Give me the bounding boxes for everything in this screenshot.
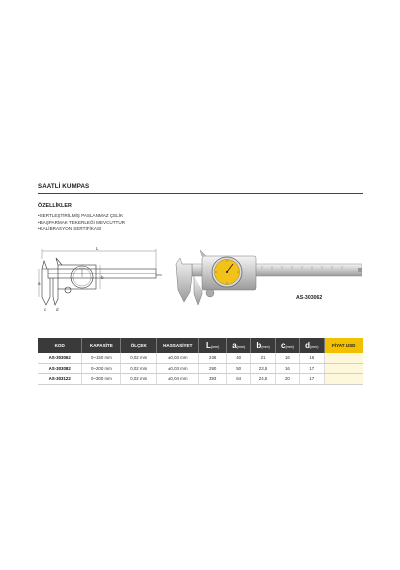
cell-hassasiyet: ±0,04 mm [157,374,199,385]
features-heading: ÖZELLİKLER [38,203,72,209]
caliper-product-image [172,250,362,310]
cell-kapasite: 0~150 mm [82,353,121,363]
title-divider [38,193,363,194]
product-model-label: AS-303062 [296,295,323,301]
drawing-thumb-wheel [65,287,71,293]
cell-a: 50 [227,363,251,374]
cell-b: 23,5 [251,363,275,374]
drawing-label-a: a [38,281,41,286]
drawing-upper-jaw-moving [56,258,62,265]
cell-olcek: 0,02 mm [121,363,157,374]
cell-d: 16 [300,353,324,363]
drawing-moving-jaw [53,278,58,305]
header-L: L(mm) [199,338,227,353]
cell-L: 290 [199,363,227,374]
cell-a: 40 [227,353,251,363]
cell-fiyat [324,353,363,363]
drawing-label-d: d [56,307,59,312]
cell-d: 17 [300,363,324,374]
drawing-label-b: b [101,275,104,280]
cell-a: 64 [227,374,251,385]
features-list [38,213,125,233]
header-a: a(mm) [227,338,251,353]
drawing-upper-jaw-fixed [42,261,47,269]
header-kapasite: KAPASİTE [82,338,121,353]
page-title: SAATLİ KUMPAS [38,183,90,190]
photo-thumb-wheel [206,289,214,297]
header-olcek: ÖLÇEK [121,338,157,353]
cell-c: 20 [275,374,299,385]
cell-L: 236 [199,353,227,363]
header-fiyat: FİYAT USD [324,338,363,353]
cell-hassasiyet: ±0,03 mm [157,363,199,374]
header-hassasiyet: HASSASİYET [157,338,199,353]
cell-olcek: 0,02 mm [121,374,157,385]
cell-olcek: 0,02 mm [121,353,157,363]
photo-moving-jaw [194,276,202,305]
table-row [38,363,363,374]
cell-b: 24,5 [251,374,275,385]
cell-c: 16 [275,363,299,374]
photo-fixed-jaw [176,258,192,302]
cell-b: 21 [251,353,275,363]
cell-kod: AS-303082 [38,363,82,374]
cell-L: 393 [199,374,227,385]
feature-item: • KALİBRASYON SERTİFİKASI [38,226,125,233]
cell-d: 17 [300,374,324,385]
header-b: b(mm) [251,338,275,353]
cell-hassasiyet: ±0,03 mm [157,353,199,363]
drawing-label-L: L [96,246,99,251]
cell-c: 16 [275,353,299,363]
drawing-fixed-jaw [42,269,50,305]
header-kod: KOD [38,338,82,353]
cell-kapasite: 0~300 mm [82,374,121,385]
drawing-slider [58,265,96,289]
table-header-row [38,338,363,353]
drawing-label-c: c [44,307,47,312]
table-row [38,374,363,385]
table-row [38,353,363,363]
cell-fiyat [324,374,363,385]
caliper-technical-drawing [38,245,163,315]
header-c: c(mm) [275,338,299,353]
spec-table [38,338,363,385]
header-d: d(mm) [300,338,324,353]
feature-item: • SERTLEŞTİRİLMİŞ PASLANMAZ ÇELİK [38,213,125,220]
cell-kod: AS-303062 [38,353,82,363]
cell-kod: AS-303122 [38,374,82,385]
feature-item: • BAŞPARMAK TEKERLEĞİ MEVCUTTUR [38,220,125,227]
cell-kapasite: 0~200 mm [82,363,121,374]
cell-fiyat [324,363,363,374]
